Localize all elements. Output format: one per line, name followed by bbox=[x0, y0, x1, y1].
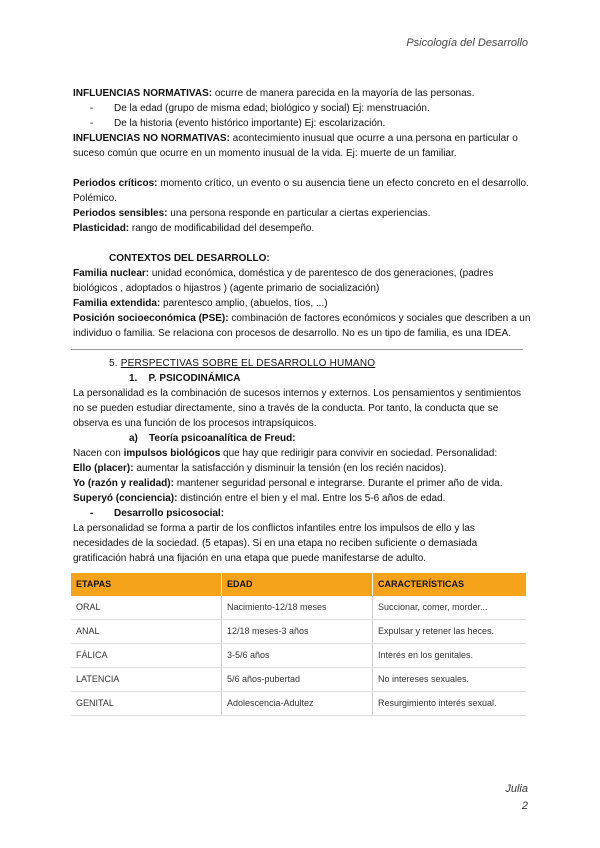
page-header-title: Psicología del Desarrollo bbox=[406, 37, 528, 49]
table-row bbox=[71, 596, 526, 620]
familia-extendida: Familia extendida: parentesco amplio, (abuelos, tíos, ...) bbox=[73, 298, 328, 309]
table-cell: 5/6 años-pubertad bbox=[222, 668, 373, 692]
table-cell: Succionar, comer, morder... bbox=[373, 596, 527, 620]
table-cell: ANAL bbox=[71, 620, 222, 644]
superyo: Superyó (conciencia): distinción entre el bien y el mal. Entre los 5-6 años de edad. bbox=[73, 493, 446, 504]
influencias-no-normativas-label: INFLUENCIAS NO NORMATIVAS: bbox=[73, 133, 230, 144]
periodos-sensibles: Periodos sensibles: una persona responde en particular a ciertas experiencias. bbox=[73, 208, 431, 219]
footer-author: Julia bbox=[505, 783, 528, 795]
table-cell: Nacimiento-12/18 meses bbox=[222, 596, 373, 620]
table-cell: FÁLICA bbox=[71, 644, 222, 668]
table-cell: GENITAL bbox=[71, 692, 222, 716]
subsection-heading: 1. P. PSICODINÁMICA bbox=[129, 373, 241, 384]
table-cell: Expulsar y retener las heces. bbox=[373, 620, 527, 644]
document-body bbox=[73, 86, 531, 716]
section-divider bbox=[71, 349, 523, 350]
table-cell: ORAL bbox=[71, 596, 222, 620]
periodos-criticos: Periodos críticos: momento crítico, un evento o su ausencia tiene un efecto concreto en el desarrollo. Polémico. bbox=[73, 178, 529, 204]
influencias-no-normativas: INFLUENCIAS NO NORMATIVAS: acontecimiento inusual que ocurre a una persona en particular o suceso común que ocurre en un momento inusual de la vida. Ej: muerte de un familiar. bbox=[73, 133, 518, 159]
psicodinamica-intro: La personalidad es la combinación de sucesos internos y externos. Los pensamientos y sentimientos no se pueden estudiar directamente, sino a través de la conducta. Por tanto, la conducta que se observa es una función de los procesos intrapsíquicos. bbox=[73, 388, 522, 429]
page-number: 2 bbox=[521, 800, 528, 812]
psicosocial-text: La personalidad se forma a partir de los conflictos infantiles entre los impulsos de ello y las necesidades de la sociedad. (5 etapas). Si en una etapa no reciben suficiente o demasiada gratificación habrá una fijación en una etapa que puede manifestarse de adulto. bbox=[73, 523, 478, 564]
contextos-heading: CONTEXTOS DEL DESARROLLO: bbox=[109, 253, 270, 264]
plasticidad: Plasticidad: rango de modificabilidad del desempeño. bbox=[73, 223, 315, 234]
table-row bbox=[71, 644, 526, 668]
table-cell: Adolescencia-Adultez bbox=[222, 692, 373, 716]
table-cell: LATENCIA bbox=[71, 668, 222, 692]
freud-heading: a) Teoría psicoanalítica de Freud: bbox=[129, 433, 296, 444]
table-header-row bbox=[71, 573, 526, 596]
psicosocial-heading: - Desarrollo psicosocial: bbox=[90, 508, 225, 519]
list-item: - De la historia (evento histórico importante) Ej: escolarización. bbox=[90, 118, 386, 129]
column-header: ETAPAS bbox=[71, 573, 222, 596]
column-header: EDAD bbox=[222, 573, 373, 596]
influencias-normativas: INFLUENCIAS NORMATIVAS: ocurre de manera parecida en la mayoría de las personas. bbox=[73, 88, 475, 99]
section-title: PERSPECTIVAS SOBRE EL DESARROLLO HUMANO bbox=[120, 358, 376, 369]
column-header: CARACTERÍSTICAS bbox=[373, 573, 527, 596]
table-row bbox=[71, 620, 526, 644]
list-item: - De la edad (grupo de misma edad; biológico y social) Ej: menstruación. bbox=[90, 103, 430, 114]
table-cell: No intereses sexuales. bbox=[373, 668, 527, 692]
posicion-socioeconomica: Posición socioeconómica (PSE): combinación de factores económicos y sociales que describen a un individuo o familia. Se relaciona con procesos de desarrollo. No es un tipo de familia, es una IDEA. bbox=[73, 313, 531, 339]
table-row bbox=[71, 668, 526, 692]
table-cell: 12/18 meses-3 años bbox=[222, 620, 373, 644]
yo: Yo (razón y realidad): mantener seguridad personal e integrarse. Durante el primer año de vida. bbox=[73, 478, 503, 489]
table-row bbox=[71, 692, 526, 716]
table-cell: Interés en los genitales. bbox=[373, 644, 527, 668]
influencias-normativas-label: INFLUENCIAS NORMATIVAS: bbox=[73, 88, 213, 99]
page-footer bbox=[505, 781, 528, 815]
section-heading: 5. PERSPECTIVAS SOBRE EL DESARROLLO HUMANO bbox=[109, 358, 376, 369]
ello: Ello (placer): aumentar la satisfacción y disminuir la tensión (en los recién nacidos). bbox=[73, 463, 447, 474]
familia-nuclear: Familia nuclear: unidad económica, doméstica y de parentesco de dos generaciones, (padres biológicos , adoptados o hijastros ) (agente primario de socialización) bbox=[73, 268, 494, 294]
etapas-table bbox=[71, 573, 526, 716]
table-cell: Resurgimiento interés sexual. bbox=[373, 692, 527, 716]
table-cell: 3-5/6 años bbox=[222, 644, 373, 668]
impulsos-biologicos: Nacen con impulsos biológicos que hay que redirigir para convivir en sociedad. Personalidad: bbox=[73, 448, 498, 459]
